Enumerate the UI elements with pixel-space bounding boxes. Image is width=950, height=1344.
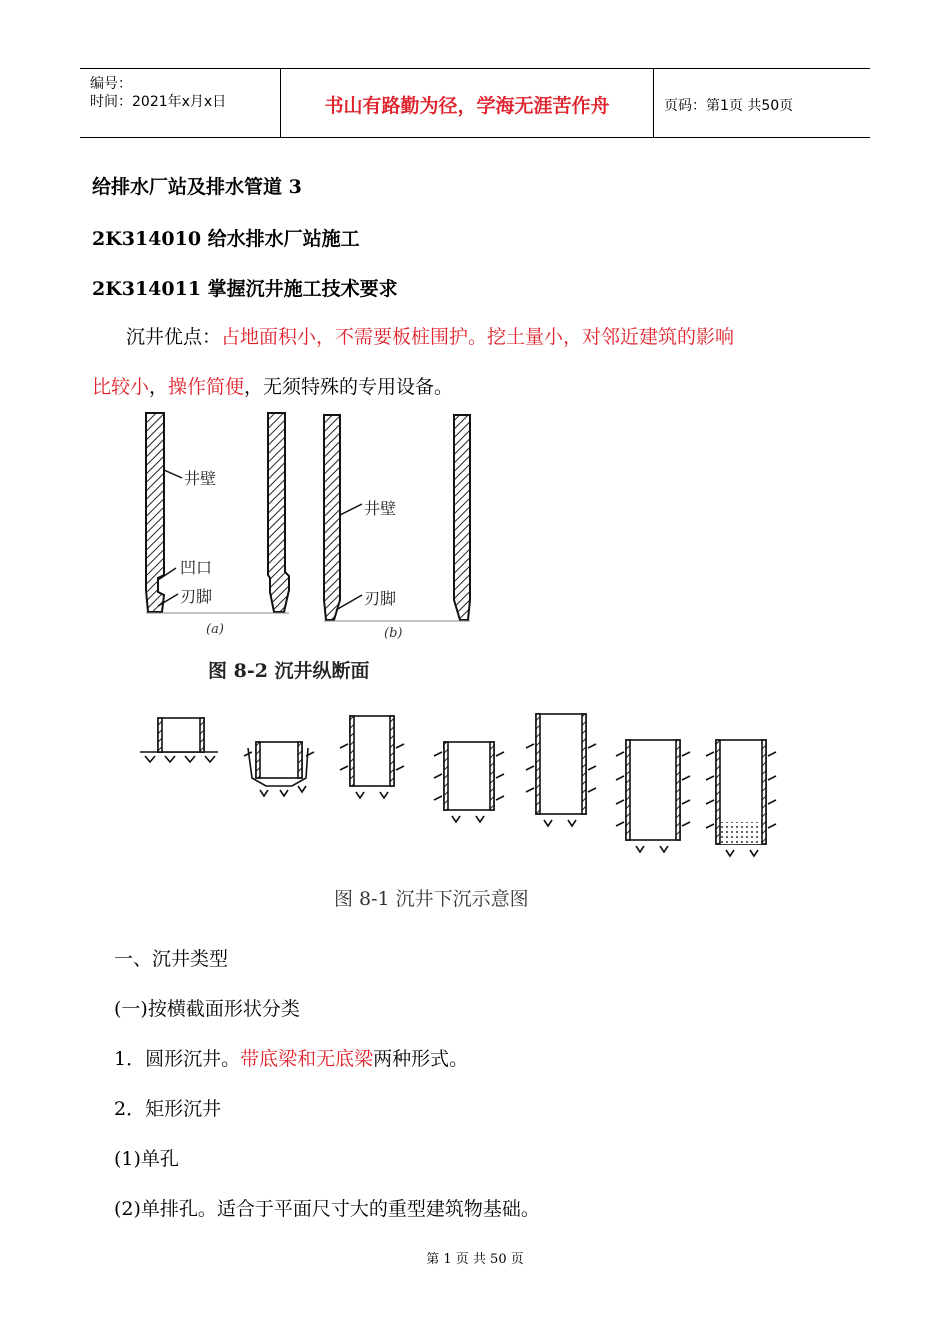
label-notch: 凹口: [180, 558, 213, 577]
label-blade-a: 刃脚: [180, 587, 213, 606]
label-blade-b: 刃脚: [364, 589, 397, 608]
document-title: 给排水厂站及排水管道 3: [92, 176, 302, 198]
figure-8-1-caption: 图 8-1 沉井下沉示意图: [334, 888, 529, 910]
header-motto: [281, 69, 654, 137]
header-page-info: [654, 69, 870, 137]
advantages-sep: ，: [149, 376, 169, 398]
sinking-stage-5: [526, 714, 596, 826]
item-2-1: (1)单孔: [114, 1148, 179, 1170]
sinking-stage-2: [244, 742, 314, 796]
page-info-text: 页码：第1页 共50页: [664, 98, 794, 114]
classification-line: (一)按横截面形状分类: [114, 998, 300, 1020]
label-wall-a: 井壁: [184, 469, 217, 488]
advantages-red-1: 占地面积小，不需要板桩围护。挖土量小，对邻近建筑的影响: [221, 326, 735, 348]
header-meta: [80, 69, 281, 137]
item-2-2: (2)单排孔。适合于平面尺寸大的重型建筑物基础。: [114, 1198, 540, 1220]
label-wall-b: 井壁: [364, 499, 397, 518]
sinking-stage-4: [434, 742, 504, 822]
item-2: 2．矩形沉井: [114, 1098, 222, 1120]
advantages-lead: 沉井优点：: [126, 326, 222, 348]
advantages-tail: ，无须特殊的专用设备。: [244, 376, 454, 398]
caisson-section-a: [146, 413, 289, 613]
sinking-stage-6: [616, 740, 690, 852]
subfigure-a-label: (a): [206, 622, 224, 637]
section-heading: 2K314010 给水排水厂站施工: [92, 228, 360, 250]
subfigure-b-label: (b): [384, 626, 403, 641]
advantages-red-2: 比较小: [92, 376, 150, 398]
types-heading: 一、沉井类型: [114, 948, 229, 970]
advantages-line-2: [92, 372, 453, 399]
caisson-section-b: [324, 415, 470, 621]
subsection-heading: 2K314011 掌握沉井施工技术要求: [92, 278, 398, 300]
figure-8-2-caption: 图 8-2 沉井纵断面: [208, 660, 370, 682]
advantages-red-3: 操作简便: [168, 376, 245, 398]
item-1: [114, 1044, 468, 1071]
motto-text: 书山有路勤为径，学海无涯苦作舟: [324, 95, 610, 117]
page-header: [80, 68, 870, 138]
time-label: 时间：2021年x月x日: [90, 94, 227, 110]
sinking-stage-1: [140, 718, 218, 762]
advantages-line-1: [126, 322, 734, 349]
sinking-stage-3: [340, 716, 404, 798]
page-footer: 第 1 页 共 50 页: [426, 1252, 524, 1267]
sinking-stage-7: [706, 740, 776, 856]
item-1-prefix: 1．圆形沉井。: [114, 1048, 241, 1070]
item-1-suffix: 两种形式。: [373, 1048, 469, 1070]
number-label: 编号：: [90, 76, 132, 92]
item-1-red: 带底梁和无底梁: [240, 1048, 374, 1070]
